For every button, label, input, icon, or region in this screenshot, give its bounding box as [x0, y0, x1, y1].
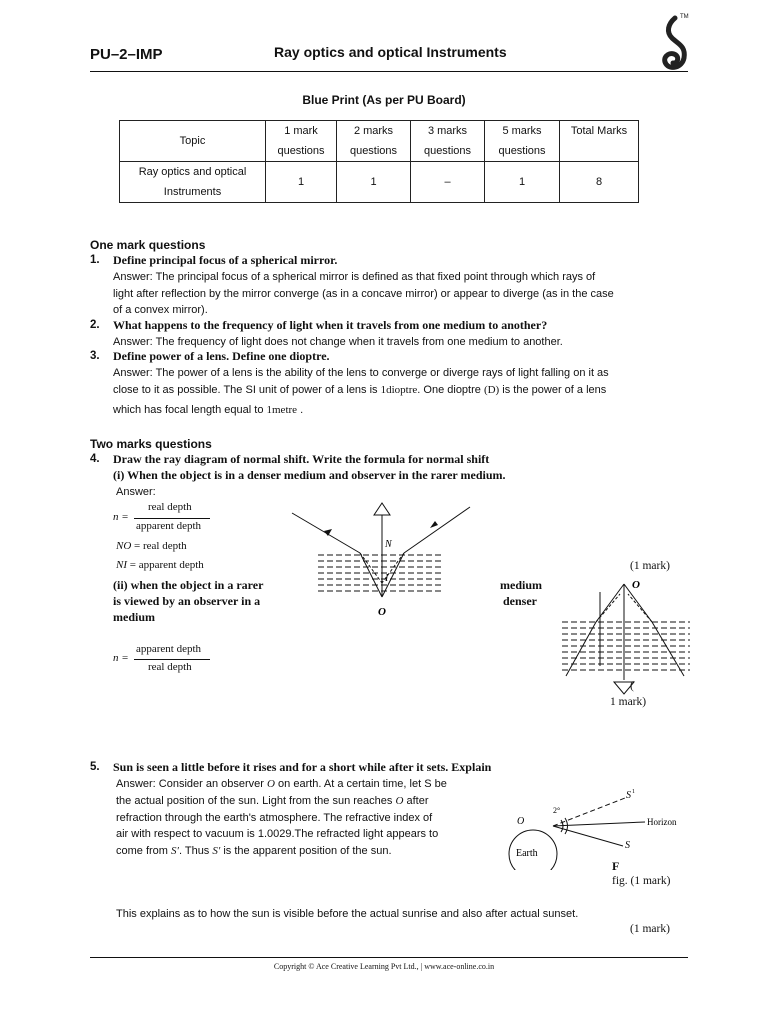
blueprint-table [119, 120, 639, 203]
header-label: Total Marks [570, 125, 628, 137]
table-cell: 1 [266, 162, 337, 203]
answer-line: air with respect to vacuum is 1.0029.The refracted light appears to [116, 828, 439, 840]
question-text: What happens to the frequency of light when it travels from one medium to another? [113, 318, 548, 332]
fraction-bar [134, 659, 210, 660]
section-heading: Two marks questions [90, 437, 212, 451]
header-cell [337, 121, 411, 162]
question-text: Sun is seen a little before it rises and for a short while after it sets. Explain [113, 760, 492, 774]
header-cell [266, 121, 337, 162]
question-number: 2. [90, 319, 100, 331]
question-text: Draw the ray diagram of normal shift. Write the formula for normal shift [113, 452, 490, 466]
conclusion-text: This explains as to how the sun is visible before the actual sunrise and also after actual sunset. [116, 908, 579, 920]
answer-text: is the power of a lens [502, 384, 607, 396]
header-divider [90, 71, 688, 72]
brand-logo [658, 14, 692, 74]
question-text: Define principal focus of a spherical mirror. [113, 253, 338, 267]
label-o: O [517, 816, 525, 827]
answer-line [113, 382, 606, 399]
question-subpart: denser [503, 594, 537, 608]
answer-line: Answer: The principal focus of a spherical mirror is defined as that fixed point through which rays of [113, 271, 596, 283]
header-label: 1 mark [284, 125, 318, 137]
formula-n: n = [113, 511, 129, 523]
answer-text: is the apparent position of the sun. [223, 845, 392, 857]
unit-text: 1metre [266, 404, 298, 416]
label-s-prime: S [626, 790, 631, 801]
apparent-ray [553, 798, 625, 826]
answer-text: . Thus [178, 845, 210, 857]
question-subpart: (i) When the object is in a denser medium and observer in the rarer medium. [113, 468, 506, 482]
fraction-denominator: real depth [148, 661, 192, 673]
normal-shift-diagram-2 [556, 576, 696, 696]
symbol-text: (D) [483, 384, 500, 396]
header-label: questions [423, 145, 472, 157]
symbol-text: O [395, 795, 404, 807]
question-number: 1. [90, 254, 100, 266]
header-label: 3 marks [427, 125, 468, 137]
figure-caption: fig. (1 mark) [612, 875, 671, 887]
label-s: S [625, 840, 630, 851]
header-label: questions [277, 145, 325, 157]
label-angle: 2° [553, 806, 561, 815]
topic-text: Ray optics and optical [138, 166, 247, 178]
answer-text: come from [116, 845, 168, 857]
table-row [120, 162, 639, 203]
header-cell [485, 121, 560, 162]
header-topic: Topic [179, 135, 206, 147]
formula-n: n = [113, 652, 129, 664]
eye-icon [374, 503, 390, 515]
answer-line: Answer: The frequency of light does not change when it travels from one medium to another. [113, 336, 563, 348]
answer-text: be [434, 778, 447, 790]
answer-text: after [406, 795, 429, 807]
water-medium [562, 622, 690, 670]
fraction-bar [134, 518, 210, 519]
table-cell: 8 [560, 162, 639, 203]
header-label: questions [349, 145, 398, 157]
arrow-icon [430, 521, 438, 528]
equation-line [116, 540, 187, 552]
question-subpart: medium [113, 610, 155, 624]
question-number: 4. [90, 453, 100, 465]
table-cell: – [411, 162, 485, 203]
table-cell [120, 162, 266, 203]
question-number: 3. [90, 350, 100, 362]
label-horizon: Horizon [647, 817, 677, 827]
answer-text: on earth. At a certain time, let [278, 778, 422, 790]
footer-divider [90, 957, 688, 958]
label-i: I [385, 573, 389, 584]
section-heading: One mark questions [90, 238, 206, 252]
answer-line [116, 776, 447, 793]
symbol-text: O [267, 778, 275, 790]
label-s-prime-sup: 1 [632, 789, 635, 795]
trademark-label: TM [680, 14, 689, 20]
answer-line [116, 843, 392, 860]
symbol-text: NO [116, 540, 132, 552]
symbol-text: S′ [171, 845, 179, 857]
answer-line: refraction through the earth's atmosphere. The refractive index of [116, 812, 433, 824]
header-label: 2 marks [353, 125, 394, 137]
mark-label: (1 mark) [630, 923, 670, 935]
table-cell: 1 [485, 162, 560, 203]
header-label: 5 marks [502, 125, 542, 137]
label-earth: Earth [516, 848, 538, 859]
table-cell: 1 [337, 162, 411, 203]
symbol-text: S [424, 778, 432, 790]
normal-shift-diagram-1 [288, 495, 474, 620]
water-medium [318, 555, 443, 591]
page-title: Ray optics and optical Instruments [274, 44, 507, 60]
answer-text: the actual position of the sun. Light from the sun reaches [116, 795, 393, 807]
symbol-text: S′ [212, 845, 221, 857]
question-subpart: (ii) when the object in a rarer [113, 578, 264, 592]
answer-line: light after reflection by the mirror converge (as in a concave mirror) or appear to diverge (as in the case [113, 288, 614, 300]
light-rays [292, 507, 470, 597]
figure-label: F [612, 859, 620, 873]
topic-text: Instruments [163, 186, 222, 198]
arrow-icon [324, 529, 332, 536]
mark-label: 1 mark) [610, 696, 647, 708]
angle-arc [565, 818, 568, 834]
question-subpart: medium [500, 578, 542, 592]
table-header-row [120, 121, 639, 162]
equation-text: = real depth [134, 540, 187, 552]
actual-ray [553, 826, 623, 846]
question-text: Define power of a lens. Define one dioptre. [113, 349, 330, 363]
answer-label: Answer: [116, 486, 156, 498]
label-o: O [632, 579, 640, 591]
answer-line: of a convex mirror). [113, 304, 208, 316]
answer-line [113, 402, 303, 419]
label-n: N [385, 539, 392, 550]
question-number: 5. [90, 761, 100, 773]
light-rays [566, 584, 684, 680]
answer-line [116, 793, 429, 810]
answer-text: . [300, 404, 304, 416]
header-cell [560, 121, 639, 162]
header-cell [411, 121, 485, 162]
fraction-denominator: apparent depth [136, 520, 202, 532]
document-code: PU–2–IMP [90, 46, 163, 63]
answer-text: . One dioptre [417, 384, 481, 396]
fraction-numerator: real depth [148, 501, 192, 513]
spiral-logo-icon [658, 14, 692, 74]
mark-label: ( [630, 680, 634, 692]
unit-text: 1dioptre [380, 384, 418, 396]
fraction-numerator: apparent depth [136, 643, 202, 655]
answer-line: Answer: The power of a lens is the ability of the lens to converge or diverge rays of light falling on it as [113, 367, 609, 379]
header-label: questions [498, 145, 546, 157]
footer-copyright: Copyright © Ace Creative Learning Pvt Ltd., | www.ace-online.co.in [273, 962, 495, 971]
answer-text: Answer: Consider an observer [116, 778, 264, 790]
question-subpart: is viewed by an observer in a [113, 594, 261, 608]
equation-line [116, 559, 204, 571]
header-cell [120, 121, 266, 162]
blueprint-title: Blue Print (As per PU Board) [302, 93, 466, 107]
label-o: O [378, 606, 386, 618]
symbol-text: NI [116, 559, 127, 571]
mark-label: (1 mark) [630, 560, 670, 572]
equation-text: = apparent depth [129, 559, 204, 571]
answer-text: close to it as possible. The SI unit of power of a lens is [113, 384, 378, 396]
apparent-sun-diagram [505, 780, 690, 870]
answer-text: which has focal length equal to [113, 404, 264, 416]
